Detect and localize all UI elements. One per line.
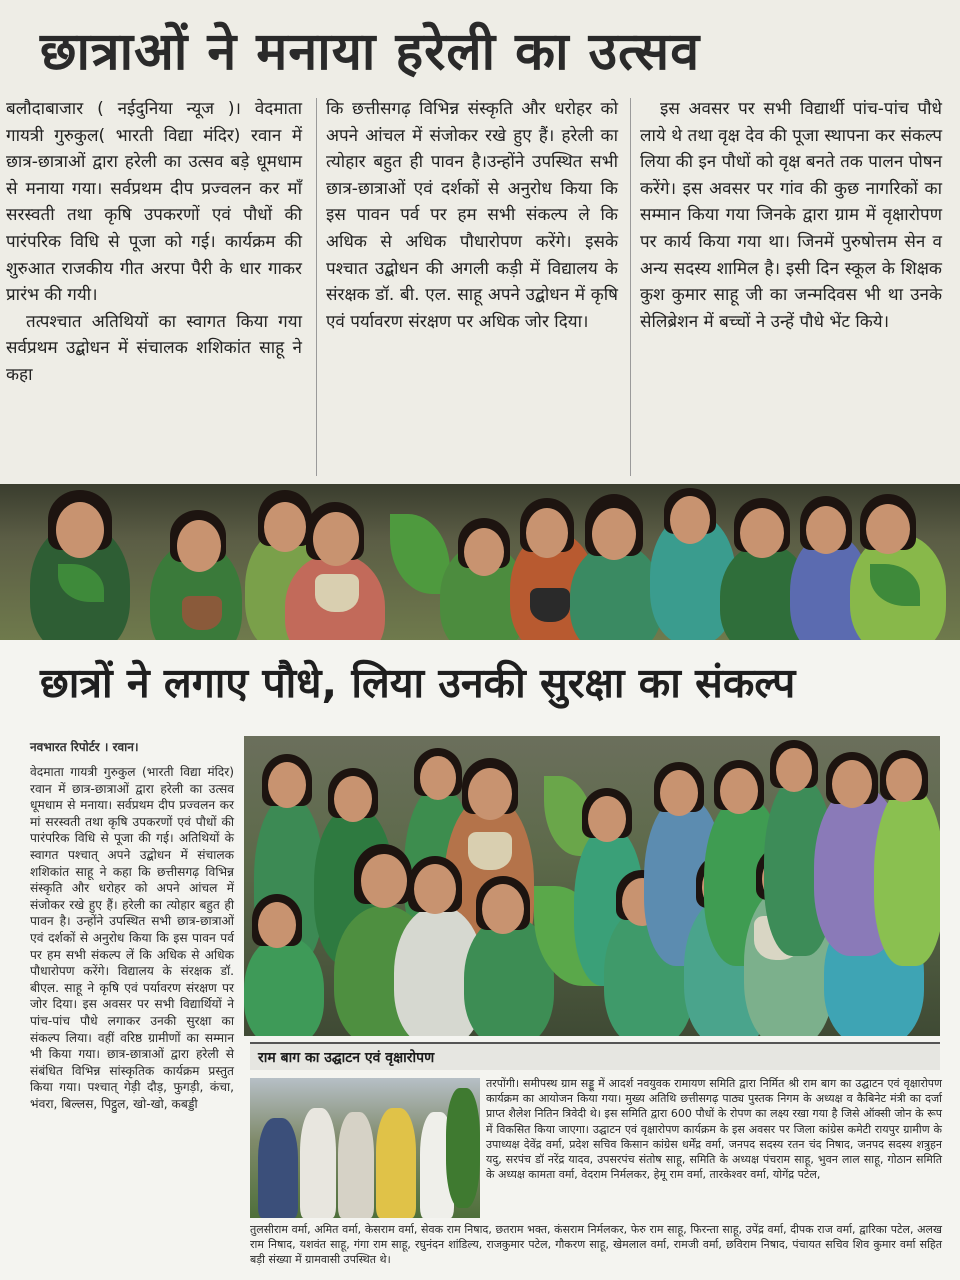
column-divider bbox=[316, 98, 317, 476]
rambagh-text-top bbox=[486, 1076, 942, 1182]
headline-2: छात्रों ने लगाए पौधे, लिया उनकी सुरक्षा का संकल्प bbox=[40, 659, 796, 707]
column-divider bbox=[630, 98, 631, 476]
article-1-col1-para-2: तत्पश्चात अतिथियों का स्वागत किया गया सर्वप्रथम उद्बोधन में संचालक शशिकांत साहू ने कहा bbox=[6, 311, 302, 385]
rambagh-text-bottom bbox=[250, 1222, 942, 1268]
article-1-column-2 bbox=[326, 96, 618, 335]
article-1-column-1 bbox=[6, 96, 302, 389]
rambagh-para-1: तरपोंगी। समीपस्थ ग्राम सड्डू में आदर्श नवयुवक रामायण समिति द्वारा निर्मित श्री राम बाग का उद्घाटन एवं वृक्षारोपण कार्यक्रम का आयोजन किया गया। मुख्य अतिथि छत्तीसगढ़ पाठ्य पुस्तक निगम के अध्यक्ष व कैबिनेट मंत्री का दर्जा प्राप्त शैलेश नितिन त्रिवेदी थे। इस समिति द्वारा 600 पौधों के रोपण का लक्ष्य रखा गया है जिसे ऑक्सी जोन के रूप में विकसित किया जाएगा। उद्घाटन एवं वृक्षारोपण कार्यक्रम के इस अवसर पर जिला कांग्रेस कमेटी रायपुर ग्रामीण के उपाध्यक्ष देवेंद्र वर्मा, प्रदेश सचिव किसान कांग्रेस धर्मेंद्र वर्मा, जनपद सदस्य रतन चंद निषाद, जनपद सदस्य शत्रुहन यदु, सरपंच डॉ नरेंद्र यादव, उपसरपंच संतोष साहू, समिति के अध्यक्ष पंचराम साहू, भुवन लाल साहू, गोठान समिति के अध्यक्ष कामता वर्मा, वेदराम निर्मलकर, हेमू राम वर्मा, तारकेश्वर वर्मा, योगेंद्र पटेल, bbox=[486, 1077, 942, 1182]
article-1-col2-para-1: कि छत्तीसगढ़ विभिन्न संस्कृति और धरोहर को अपने आंचल में संजोकर रखे हुए हैं। हरेली का त्योहार बहुत ही पावन है।उन्होंने उपस्थित सभी छात्र-छात्राओं एवं दर्शकों से अनुरोध किया कि इस पावन पर्व पर हम सभी संकल्प ले कि अधिक से अधिक पौधारोपण करेंगे। इसके पश्चात उद्बोधन की अगली कड़ी में विद्यालय के संरक्षक डॉ. बी. एल. साहू अपने उद्बोधन में कृषि एवं पर्यावरण संरक्षण पर अधिक जोर दिया। bbox=[326, 99, 618, 332]
headline-1: छात्राओं ने मनाया हरेली का उत्सव bbox=[40, 22, 701, 82]
article-2-body bbox=[30, 764, 234, 1112]
rambagh-inauguration-photo bbox=[250, 1078, 480, 1218]
article-2-para-1: वेदमाता गायत्री गुरुकुल (भारती विद्या मंदिर) रवान में छात्र-छात्राओं द्वारा हरेली का उत्सव धूमधाम से मनाया। सर्वप्रथम दीप प्रज्वलन कर मां सरस्वती तथा कृषि उपकरणों एवं पौधों की पारंपरिक विधि से पूजा की गई। अतिथियों के स्वागत पश्चात् अपने उद्बोधन में संचालक शशिकांत साहू ने कहा कि छत्तीसगढ़ विभिन्न संस्कृति और धरोहर को अपने आंचल में संजोकर रखे हुए हैं। हरेली का त्योहार बहुत ही पावन है। उन्होंने उपस्थित सभी छात्र-छात्राओं एवं दर्शकों से अनुरोध किया कि इस पावन पर्व पर हम सभी संकल्प लें कि अधिक से अधिक पौधारोपण करेंगे। विद्यालय के संरक्षक डॉ. बीएल. साहू ने कृषि एवं पर्यावरण संरक्षण पर जोर दिया। इस अवसर पर सभी विद्यार्थियों ने पांच-पांच पौधे लगाकर उनकी सुरक्षा का संकल्प लिया। वहीं वरिष्ठ ग्रामीणों का सम्मान भी किया गया। छात्र-छात्राओं द्वारा हरेली से संबंधित विभिन्न सांस्कृतिक कार्यक्रम प्रस्तुत किया गया। पश्चात् गेड़ी दौड़, फुगड़ी, कंचा, भंवरा, बिल्लस, पिट्ठुल, खो-खो, कबड्डी bbox=[30, 765, 234, 1111]
article-1-column-3 bbox=[640, 96, 942, 335]
article-1-col3-para-1: इस अवसर पर सभी विद्यार्थी पांच-पांच पौधे लाये थे तथा वृक्ष देव की पूजा स्थापना कर संकल्प लिया की इन पौधों को वृक्ष बनते तक पालन पोषन करेंगे। इस अवसर पर गांव की कुछ नागरिकों का सम्मान किया गया जिनके द्वारा ग्राम में वृक्षारोपण पर कार्य किया गया था। जिनमें पुरुषोत्तम सेन व अन्य सदस्य शामिल है। इसी दिन स्कूल के शिक्षक कुश कुमार साहू जी का जन्मदिवस भी था उनके सेलिब्रेशन में बच्चों ने उन्हें पौधे भेंट किये। bbox=[640, 99, 943, 332]
article-1-col1-para-1: बलौदाबाजार ( नईदुनिया न्यूज )। वेदमाता गायत्री गुरुकुल( भारती विद्या मंदिर) रवान में छात्र-छात्राओं द्वारा हरेली का उत्सव बड़े धूमधाम से मनाया गया। सर्वप्रथम दीप प्रज्वलन कर माँ सरस्वती तथा कृषि उपकरणों एवं पौधों की पारंपरिक विधि से पूजा को गई। कार्यक्रम की शुरुआत राजकीय गीत अरपा पैरी के धार गाकर प्रारंभ की गयी। bbox=[6, 99, 302, 306]
students-with-plants-photo-2 bbox=[244, 736, 940, 1036]
byline: नवभारत रिपोर्टर । रवान। bbox=[30, 740, 139, 754]
rambagh-para-2: तुलसीराम वर्मा, अमित वर्मा, केसराम वर्मा, सेवक राम निषाद, छतराम भक्त, कंसराम निर्मलकर, फेरु राम साहू, फिरन्ता साहू, उपेंद्र वर्मा, दीपक राज वर्मा, द्वारिका पटेल, अलख राम निषाद, यशवंत साहू, गंगा राम साहू, रघुनंदन शांडिल्य, राजकुमार पटेल, गौकरण साहू, खेमलाल वर्मा, रामजी वर्मा, छविराम निषाद, पंचायत सचिव शिव कुमार वर्मा सहित बड़ी संख्या में ग्रामवासी उपस्थित थे। bbox=[250, 1223, 942, 1267]
students-with-plants-photo-1 bbox=[0, 484, 960, 640]
rambagh-title: राम बाग का उद्घाटन एवं वृक्षारोपण bbox=[250, 1042, 940, 1070]
newspaper-clipping-2 bbox=[0, 640, 960, 1280]
